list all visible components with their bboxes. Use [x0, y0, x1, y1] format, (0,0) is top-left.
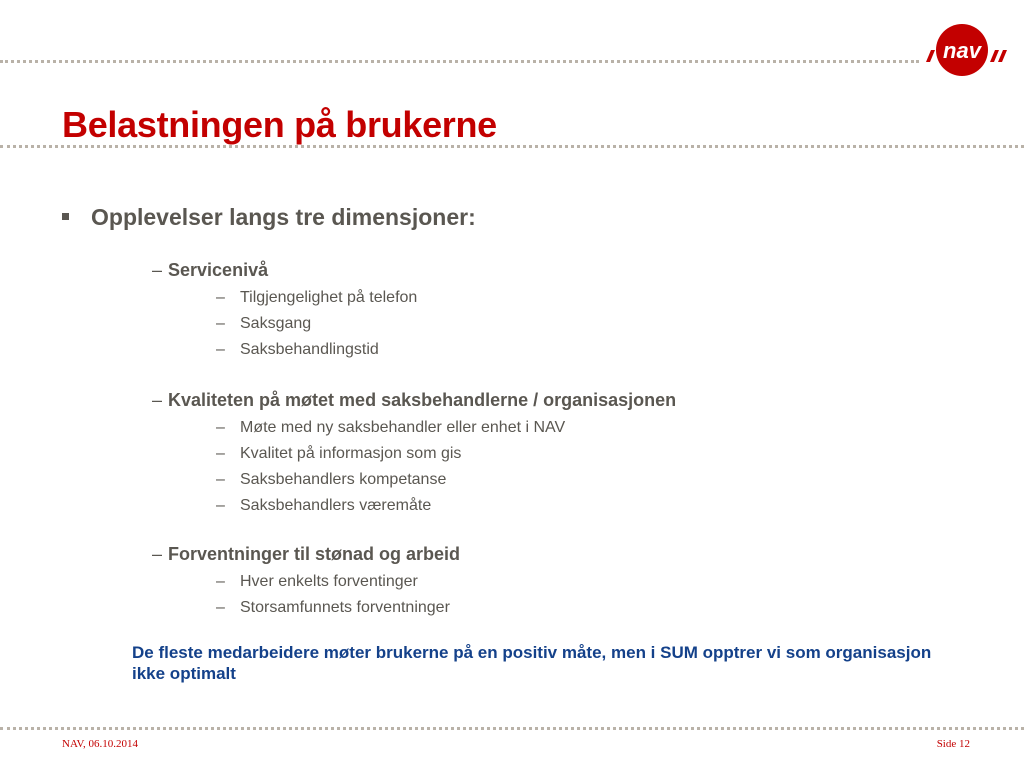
list-item: – Saksbehandlers væremåte: [216, 497, 432, 514]
list-item: – Saksbehandlers kompetanse: [216, 471, 447, 488]
list-item: – Storsamfunnets forventninger: [216, 599, 450, 616]
footer-page-number: Side 12: [936, 738, 970, 750]
summary-text: De fleste medarbeidere møter brukerne på en positiv måte, men i SUM opptrer vi som organisasjon ikke optimalt: [132, 643, 932, 683]
list-item: – Saksgang: [216, 315, 312, 332]
list-item: – Hver enkelts forventinger: [216, 573, 418, 590]
section-heading: – Forventninger til stønad og arbeid: [152, 544, 461, 564]
list-item: – Tilgjengelighet på telefon: [216, 289, 418, 306]
main-bullet: [62, 204, 476, 231]
section-heading: – Kvaliteten på møtet med saksbehandlerne / organisasjonen: [152, 390, 677, 410]
main-bullet-text: Opplevelser langs tre dimensjoner:: [91, 204, 476, 230]
list-item: – Saksbehandlingstid: [216, 341, 379, 358]
section-heading: – Servicenivå: [152, 260, 269, 280]
list-item: – Kvalitet på informasjon som gis: [216, 445, 462, 462]
slide-title: Belastningen på brukerne: [62, 104, 497, 145]
list-item: – Møte med ny saksbehandler eller enhet i NAV: [216, 419, 566, 436]
logo-text: nav: [943, 38, 981, 63]
footer-date: NAV, 06.10.2014: [62, 738, 138, 750]
square-bullet-icon: [62, 213, 69, 220]
